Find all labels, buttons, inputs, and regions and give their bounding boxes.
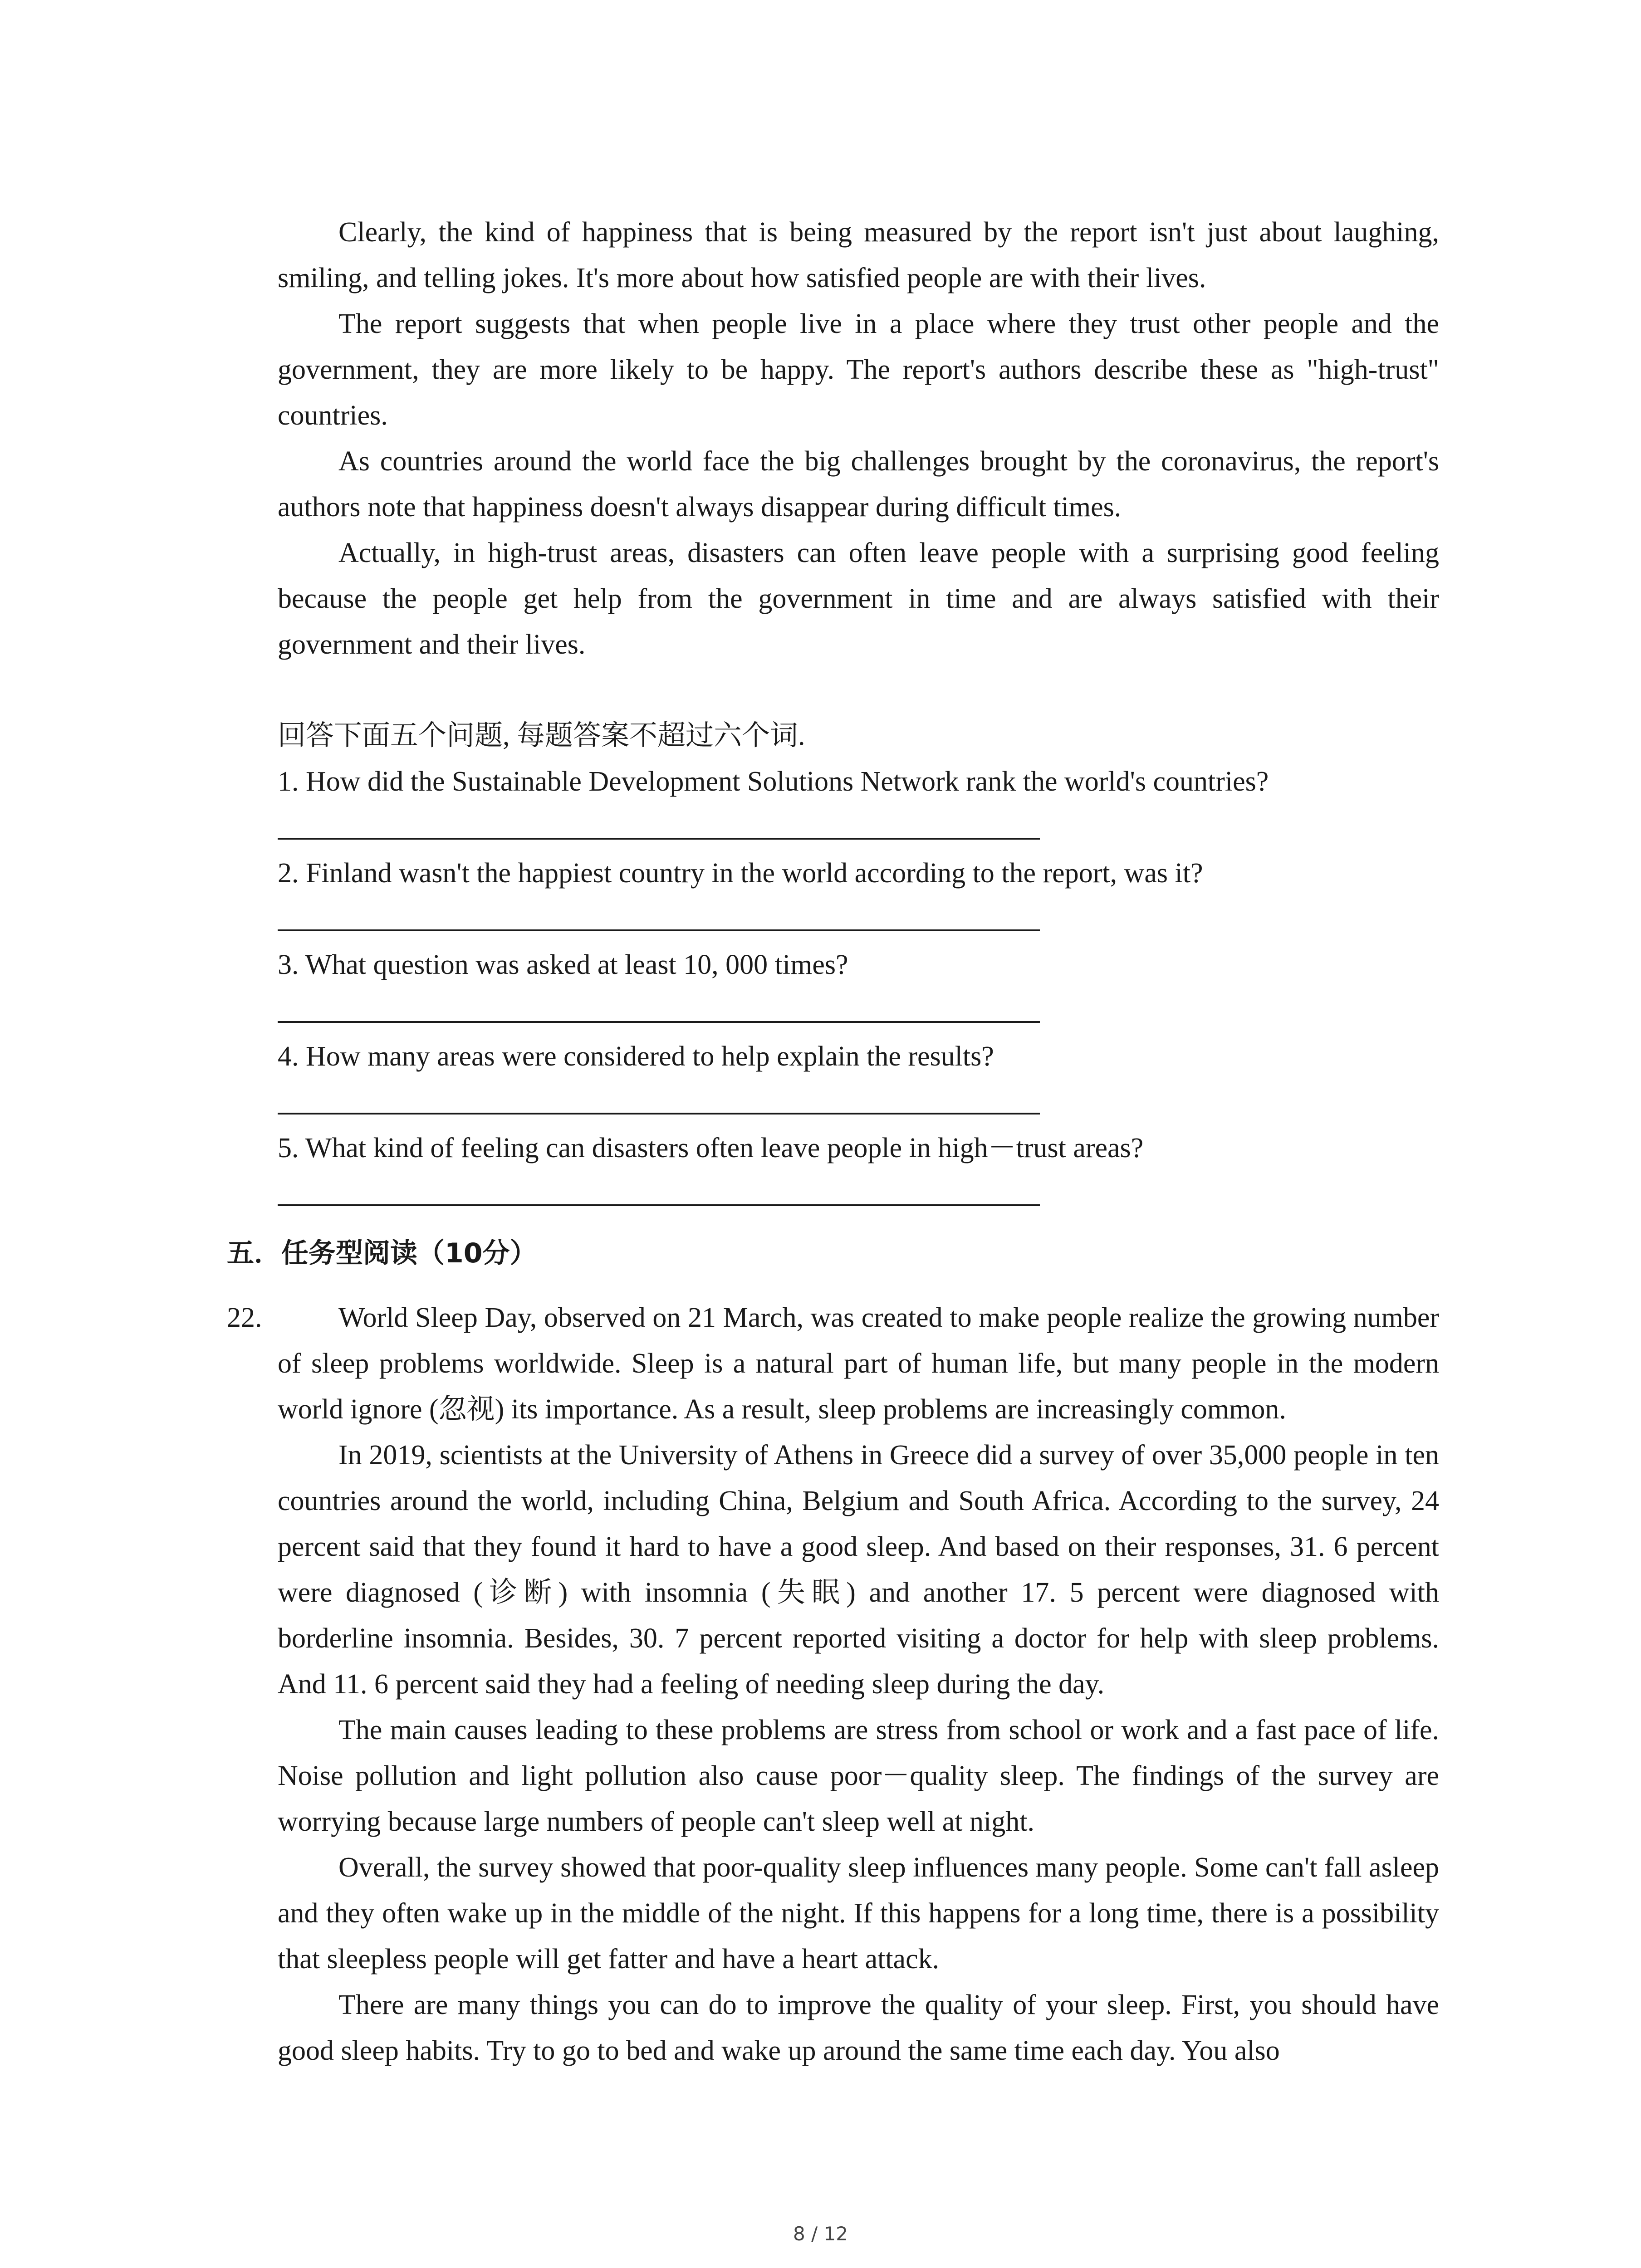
passage-paragraph: The main causes leading to these problems are stress from school or work and a fast pace of life. Noise pollution and light pollution also cause poor－quality sleep. The findings of the survey are worrying because large numbers of people can't sleep well at night. xyxy=(278,1715,1439,1837)
question-number: 22. xyxy=(227,1302,262,1333)
question-item: 4. How many areas were considered to help explain the results? xyxy=(278,1041,994,1072)
passage-paragraph: The report suggests that when people live in a place where they trust other people and the government, they are more likely to be happy. The report's authors describe these as "high-trust" countries. xyxy=(278,308,1439,431)
question-item: 5. What kind of feeling can disasters often leave people in high－trust areas? xyxy=(278,1133,1144,1163)
passage-continued xyxy=(278,210,1439,1217)
question-item: 2. Finland wasn't the happiest country in the world according to the report, was it? xyxy=(278,858,1203,889)
task-reading-passage xyxy=(278,1295,1439,2074)
passage-paragraph: In 2019, scientists at the University of Athens in Greece did a survey of over 35,000 people in ten countries around the world, including China, Belgium and South Africa. According to the survey, 24 percent said that they found it hard to have a good sleep. And based on their responses, 31. 6 percent were diagnosed (诊断) with insomnia (失眠) and another 17. 5 percent were diagnosed with borderline insomnia. Besides, 30. 7 percent reported visiting a doctor for help with sleep problems. And 11. 6 percent said they had a feeling of needing sleep during the day. xyxy=(278,1440,1439,1700)
passage-paragraph: Overall, the survey showed that poor-quality sleep influences many people. Some can't fall asleep and they often wake up in the middle of the night. If this happens for a long time, there is a possibility that sleepless people will get fatter and have a heart attack. xyxy=(278,1852,1439,1975)
passage-paragraph: Actually, in high-trust areas, disasters can often leave people with a surprising good feeling because the people get help from the government in time and are always satisfied with their government and their lives. xyxy=(278,538,1439,660)
page-number: 8 / 12 xyxy=(793,2223,848,2245)
passage-paragraph: Clearly, the kind of happiness that is being measured by the report isn't just about laughing, smiling, and telling jokes. It's more about how satisfied people are with their lives. xyxy=(278,217,1439,293)
question-item: 1. How did the Sustainable Development Solutions Network rank the world's countries? xyxy=(278,766,1269,797)
question-item: 3. What question was asked at least 10, 000 times? xyxy=(278,949,848,980)
section-heading: 五．任务型阅读（10分） xyxy=(227,1237,537,1269)
question-instruction: 回答下面五个问题, 每题答案不超过六个词. xyxy=(278,720,805,751)
passage-paragraph: There are many things you can do to improve the quality of your sleep. First, you should have good sleep habits. Try to go to bed and wake up around the same time each day. You also xyxy=(278,1989,1439,2066)
question-block xyxy=(278,713,1439,1206)
passage-paragraph: As countries around the world face the big challenges brought by the coronavirus, the report's authors note that happiness doesn't always disappear during difficult times. xyxy=(278,446,1439,523)
passage-paragraph: World Sleep Day, observed on 21 March, was created to make people realize the growing number of sleep problems worldwide. Sleep is a natural part of human life, but many people in the modern world ignore (忽视) its importance. As a result, sleep problems are increasingly common. xyxy=(278,1302,1439,1425)
